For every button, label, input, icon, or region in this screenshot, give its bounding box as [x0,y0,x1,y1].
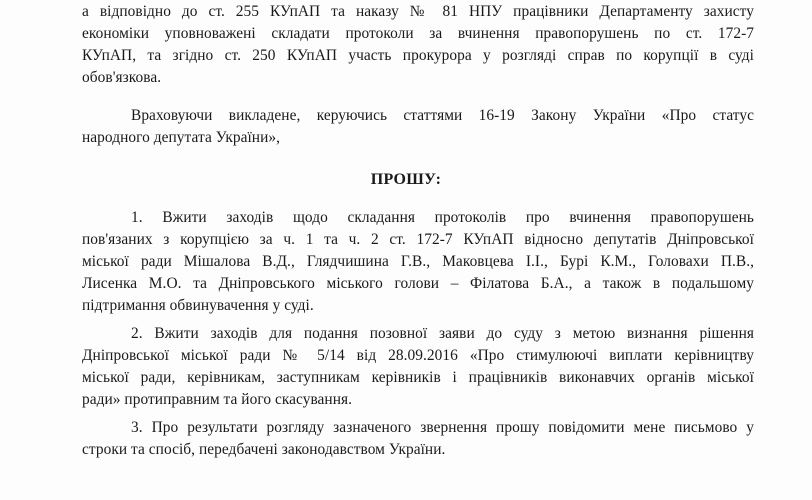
item-1-line-2: пов'язаних з корупцією за ч. 1 та ч. 2 ст. 172-7 КУпАП відносно депутатів Дніпровської [82,231,754,248]
item-3-line-2: строки та спосіб, передбачені законодавством України. [82,441,446,458]
item-2-line-4: ради» протиправним та його скасування. [82,391,353,408]
item-3-line-1: 3. Про результати розгляду зазначеного звернення прошу повідомити мене письмово у [131,419,754,436]
item-2-line-3: міської ради, керівникам, заступникам керівників і працівників виконавчих органів міської [82,369,754,386]
item-1-line-5: підтримання обвинувачення у суді. [82,297,314,314]
intro-line-3: КУпАП, та згідно ст. 250 КУпАП участь прокурора у розгляді справ по корупції в суді [82,47,754,64]
item-1-line-1: 1. Вжити заходів щодо складання протоколів про вчинення правопорушень [131,209,754,226]
intro-line-4: обов'язкова. [82,69,162,86]
request-heading: ПРОШУ: [370,171,442,188]
considering-line-2: народного депутата України», [82,129,281,146]
item-2-line-1: 2. Вжити заходів для подання позовної заяви до суду з метою визнання рішення [131,325,754,342]
intro-line-1: а відповідно до ст. 255 КУпАП та наказу № 81 НПУ працівники Департаменту захисту [82,3,754,20]
intro-line-2: економіки уповноважені складати протоколи за вчинення правопорушень по ст. 172-7 [82,25,754,42]
item-1-line-3: міської ради Мішалова В.Д., Глядчишина Г.В., Маковцева І.І., Бурі К.М., Головахи П.В., [82,253,754,270]
item-1-line-4: Лисенка М.О. та Дніпровського міського голови – Філатова Б.А., а також в подальшому [82,275,754,292]
considering-line-1: Враховуючи викладене, керуючись статтями 16-19 Закону України «Про статус [131,107,754,124]
item-2-line-2: Дніпровської міської ради № 5/14 від 28.09.2016 «Про стимулюючі виплати керівництву [82,347,754,364]
